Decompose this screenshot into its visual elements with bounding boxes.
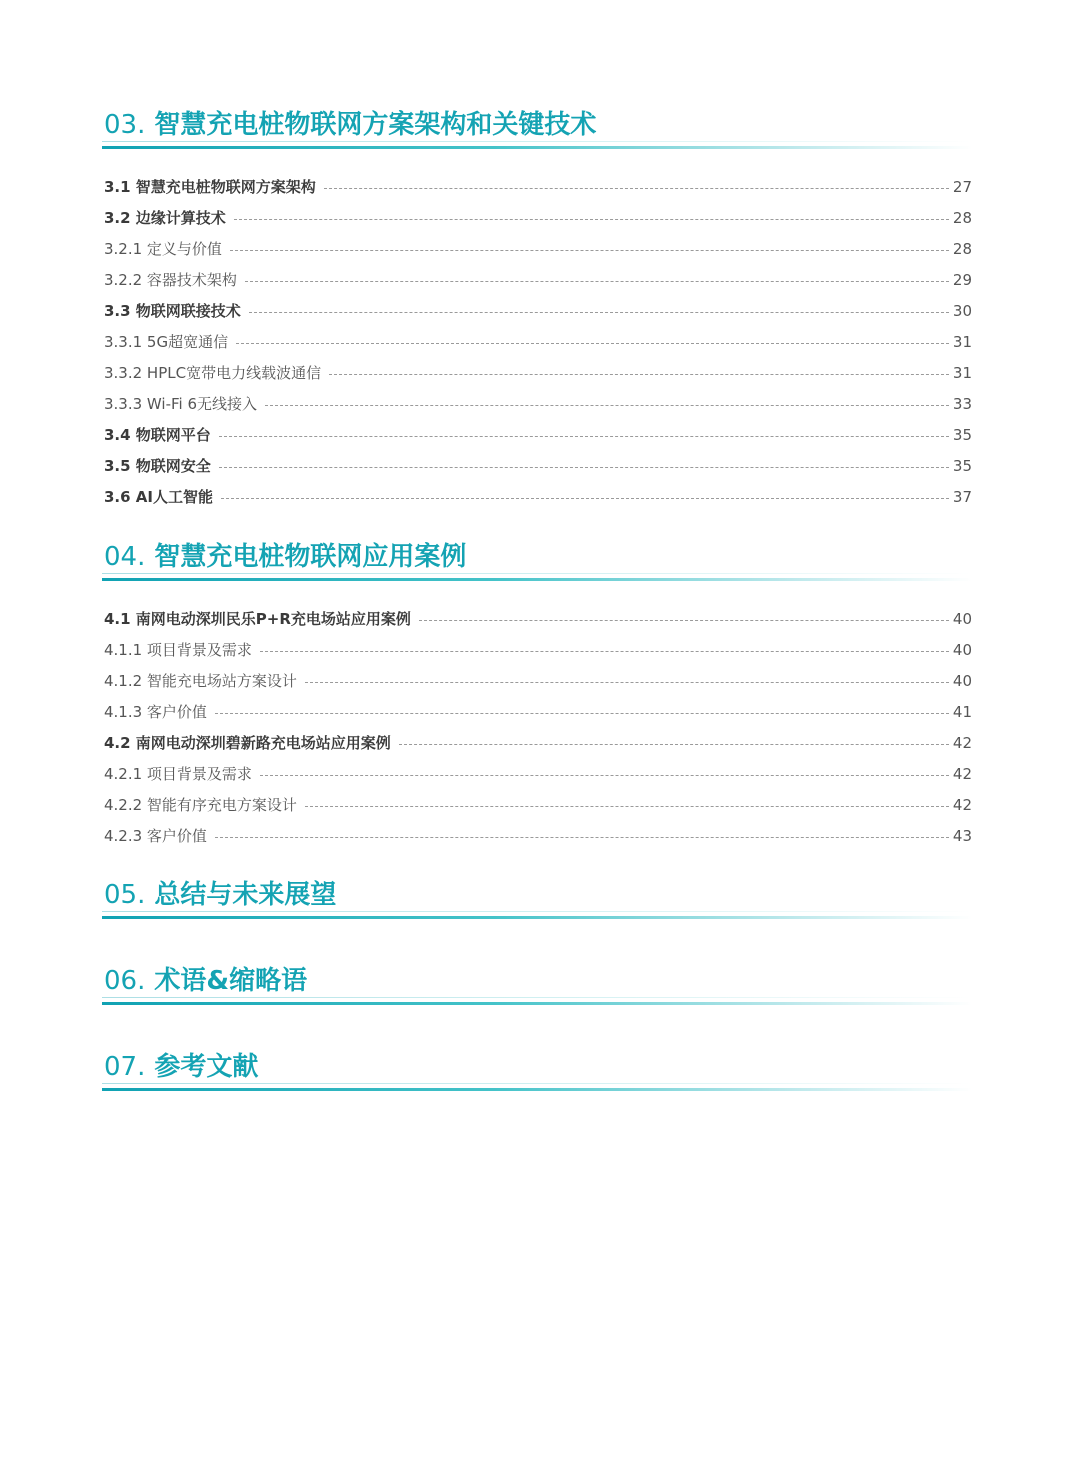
- toc-entry-page: 40: [952, 672, 972, 690]
- dotted-leader: [230, 250, 949, 251]
- dotted-leader: [265, 405, 949, 406]
- dotted-leader: [215, 713, 949, 714]
- dotted-leader: [329, 374, 949, 375]
- toc-entry-label: 3.2.1 定义与价值: [104, 240, 222, 258]
- dotted-leader: [260, 775, 949, 776]
- toc-entry-label: 4.2.2 智能有序充电方案设计: [104, 796, 297, 814]
- section-title-text: 参考文献: [154, 1052, 259, 1082]
- toc-entry-page: 35: [952, 457, 972, 475]
- toc-entry[interactable]: [104, 203, 972, 234]
- section-title-text: 术语&缩略语: [154, 966, 308, 996]
- toc-entry-label: 3.1 智慧充电桩物联网方案架构: [104, 178, 316, 196]
- dotted-leader: [236, 343, 949, 344]
- dotted-leader: [219, 467, 949, 468]
- dotted-leader: [260, 651, 949, 652]
- toc-section-04: [104, 540, 972, 852]
- toc-entry-page: 42: [952, 734, 972, 752]
- section-number: 04.: [104, 542, 146, 572]
- toc-entry[interactable]: [104, 666, 972, 697]
- toc-entry[interactable]: [104, 420, 972, 451]
- toc-entry-page: 28: [952, 209, 972, 227]
- dotted-leader: [221, 498, 949, 499]
- dotted-leader: [249, 312, 949, 313]
- section-heading: [104, 540, 972, 584]
- toc-entry-label: 4.2.3 客户价值: [104, 827, 207, 845]
- toc-section-07: [104, 1050, 972, 1094]
- toc-section-05: [104, 878, 972, 922]
- toc-entry-list: [104, 172, 972, 513]
- section-title[interactable]: [104, 878, 336, 912]
- section-rule: [102, 1088, 972, 1091]
- toc-entry-list: [104, 604, 972, 852]
- toc-entry-label: 3.6 AI人工智能: [104, 488, 213, 506]
- toc-entry[interactable]: [104, 728, 972, 759]
- toc-entry-label: 3.3.3 Wi-Fi 6无线接入: [104, 395, 258, 413]
- toc-entry-page: 42: [952, 765, 972, 783]
- section-number: 07.: [104, 1052, 146, 1082]
- section-title-text: 智慧充电桩物联网应用案例: [154, 542, 467, 572]
- section-heading: [104, 878, 972, 922]
- toc-entry-page: 43: [952, 827, 972, 845]
- toc-entry-label: 3.3 物联网联接技术: [104, 302, 241, 320]
- toc-entry-page: 30: [952, 302, 972, 320]
- section-rule: [102, 1002, 972, 1005]
- toc-entry-page: 40: [952, 610, 972, 628]
- toc-entry-page: 41: [952, 703, 972, 721]
- toc-entry[interactable]: [104, 265, 972, 296]
- toc-entry-label: 3.5 物联网安全: [104, 457, 211, 475]
- toc-section-03: [104, 108, 972, 513]
- toc-entry[interactable]: [104, 790, 972, 821]
- section-rule-thin: [102, 141, 972, 142]
- dotted-leader: [399, 744, 949, 745]
- section-title[interactable]: [104, 1050, 258, 1084]
- toc-entry-label: 3.3.2 HPLC宽带电力线载波通信: [104, 364, 322, 382]
- toc-entry-label: 4.1 南网电动深圳民乐P+R充电场站应用案例: [104, 610, 411, 628]
- toc-entry[interactable]: [104, 451, 972, 482]
- section-title-text: 总结与未来展望: [154, 880, 337, 910]
- toc-entry-label: 4.2 南网电动深圳碧新路充电场站应用案例: [104, 734, 391, 752]
- toc-entry-label: 3.2 边缘计算技术: [104, 209, 226, 227]
- toc-entry[interactable]: [104, 697, 972, 728]
- toc-entry-label: 3.3.1 5G超宽通信: [104, 333, 229, 351]
- toc-entry-label: 3.4 物联网平台: [104, 426, 211, 444]
- toc-entry[interactable]: [104, 327, 972, 358]
- toc-entry[interactable]: [104, 759, 972, 790]
- dotted-leader: [234, 219, 949, 220]
- section-title[interactable]: [104, 540, 466, 574]
- toc-entry-label: 3.2.2 容器技术架构: [104, 271, 237, 289]
- toc-entry-page: 42: [952, 796, 972, 814]
- section-rule-thin: [102, 573, 972, 574]
- toc-entry[interactable]: [104, 604, 972, 635]
- dotted-leader: [305, 682, 949, 683]
- toc-entry-page: 29: [952, 271, 972, 289]
- toc-entry-label: 4.1.3 客户价值: [104, 703, 207, 721]
- toc-entry[interactable]: [104, 389, 972, 420]
- section-number: 05.: [104, 880, 146, 910]
- section-rule-thin: [102, 1083, 972, 1084]
- section-rule-thin: [102, 997, 972, 998]
- toc-entry[interactable]: [104, 296, 972, 327]
- toc-entry[interactable]: [104, 635, 972, 666]
- section-number: 06.: [104, 966, 146, 996]
- toc-entry-page: 33: [952, 395, 972, 413]
- toc-entry-page: 31: [952, 333, 972, 351]
- toc-entry-label: 4.2.1 项目背景及需求: [104, 765, 252, 783]
- dotted-leader: [324, 188, 949, 189]
- toc-entry-page: 28: [952, 240, 972, 258]
- section-heading: [104, 1050, 972, 1094]
- toc-section-06: [104, 964, 972, 1008]
- section-title-text: 智慧充电桩物联网方案架构和关键技术: [154, 110, 597, 140]
- toc-entry-page: 31: [952, 364, 972, 382]
- section-rule-thin: [102, 911, 972, 912]
- dotted-leader: [219, 436, 949, 437]
- section-title[interactable]: [104, 964, 307, 998]
- toc-entry-page: 27: [952, 178, 972, 196]
- toc-entry-page: 37: [952, 488, 972, 506]
- toc-entry[interactable]: [104, 234, 972, 265]
- toc-entry[interactable]: [104, 358, 972, 389]
- toc-entry[interactable]: [104, 821, 972, 852]
- section-heading: [104, 964, 972, 1008]
- section-heading: [104, 108, 972, 152]
- dotted-leader: [305, 806, 949, 807]
- dotted-leader: [419, 620, 949, 621]
- section-rule: [102, 578, 972, 581]
- toc-entry[interactable]: [104, 482, 972, 513]
- toc-entry-page: 40: [952, 641, 972, 659]
- section-number: 03.: [104, 110, 146, 140]
- toc-entry-label: 4.1.1 项目背景及需求: [104, 641, 252, 659]
- toc-entry-label: 4.1.2 智能充电场站方案设计: [104, 672, 297, 690]
- section-rule: [102, 916, 972, 919]
- section-title[interactable]: [104, 108, 596, 142]
- toc-entry-page: 35: [952, 426, 972, 444]
- section-rule: [102, 146, 972, 149]
- dotted-leader: [245, 281, 949, 282]
- toc-entry[interactable]: [104, 172, 972, 203]
- dotted-leader: [215, 837, 949, 838]
